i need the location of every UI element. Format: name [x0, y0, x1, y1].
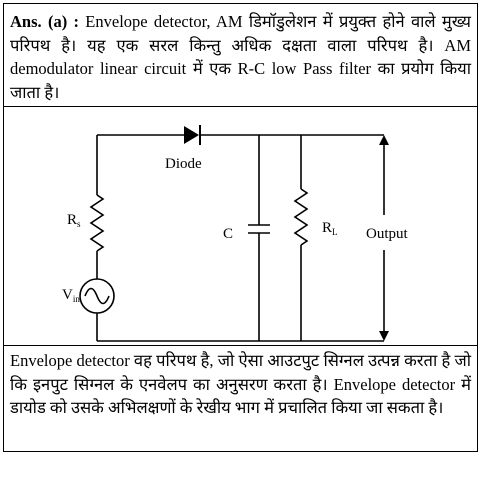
divider-bottom — [4, 345, 477, 346]
output-label: Output — [366, 226, 408, 242]
answer-card — [3, 3, 478, 452]
rs-label: $R_s$ — [67, 212, 81, 229]
rl-label: $R_L$ — [322, 220, 338, 237]
diode-label: Diode — [165, 156, 202, 172]
answer-label: Ans. (a) : — [10, 12, 79, 31]
vin-label: $V_{in}$ — [62, 287, 80, 304]
output-arrowhead-up — [379, 135, 389, 145]
diode-triangle — [184, 126, 199, 144]
rl-resistor — [295, 189, 307, 245]
answer-intro — [10, 10, 471, 105]
envelope-detector-circuit — [4, 107, 479, 344]
explanation-text: Envelope detector वह परिपथ है, जो ऐसा आउटपुट सिग्नल उत्पन्न करता है जो कि इनपुट सिग्नल के एनवेलप का अनुसरण करता है। Envelope detector में डायोड को उसके अभिलक्षणों के रेखीय भाग में प्रचालित किया जा सकता है। — [10, 351, 471, 417]
ac-source-wave — [85, 289, 109, 304]
rs-resistor — [91, 195, 103, 251]
c-label: C — [223, 226, 234, 242]
answer-intro-text: Envelope detector, AM डिमॉडुलेशन में प्रयुक्त होने वाले मुख्य परिपथ है। यह एक सरल किन्तु अधिक दक्षता वाला परिपथ है। AM demodulator linear circuit में एक R-C low Pass filter का प्रयोग किया जाता है। — [10, 12, 471, 102]
output-arrowhead-down — [379, 331, 389, 341]
